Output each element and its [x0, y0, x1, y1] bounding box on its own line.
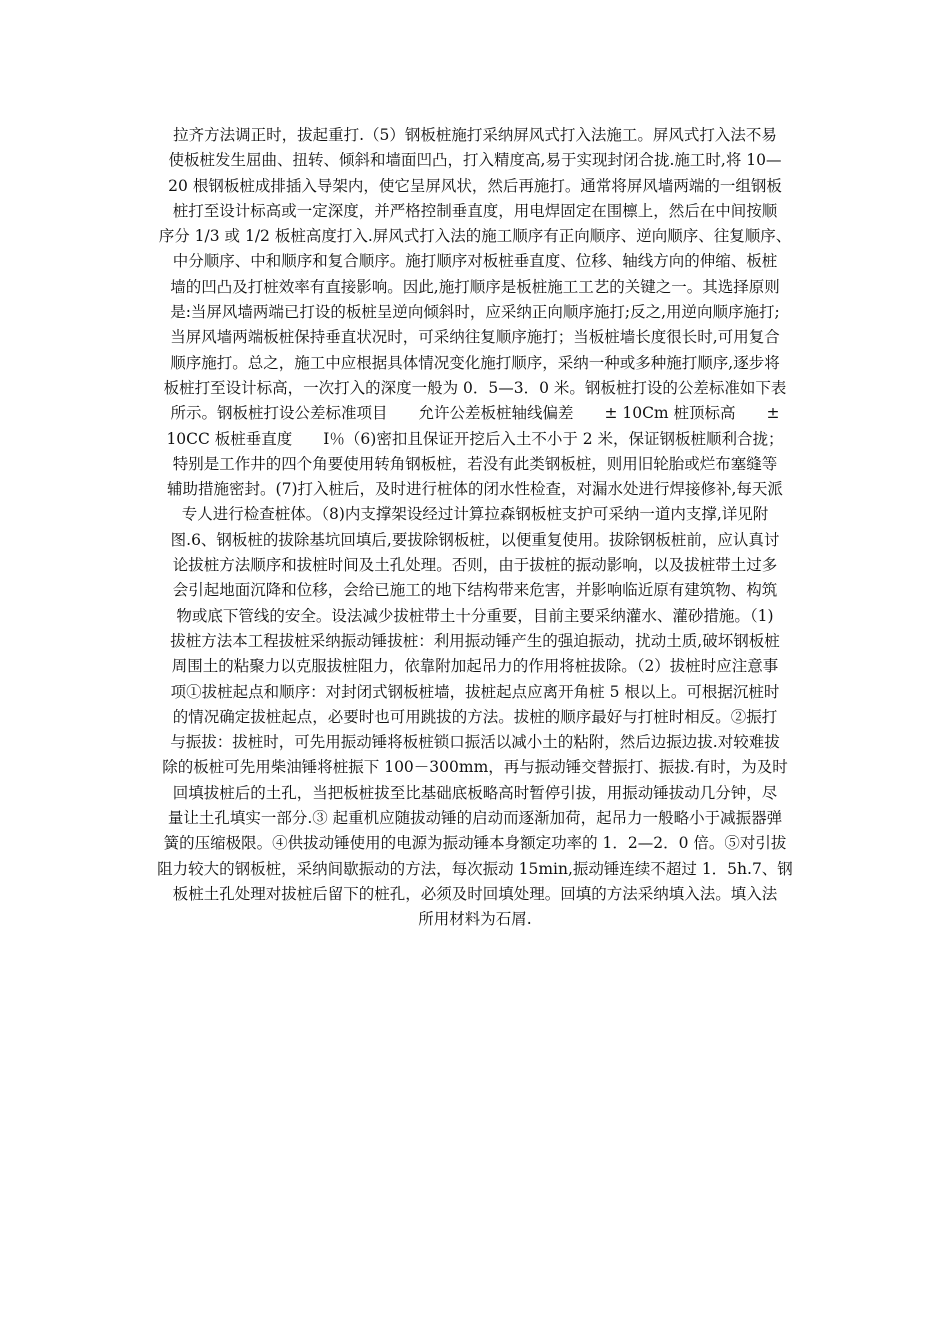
text-line: 当屏风墙两端板桩保持垂直状况时，可采纳往复顺序施打；当板桩墙长度很长时,可用复合 — [170, 328, 780, 347]
text-line: 特别是工作井的四个角要使用转角钢板桩，若没有此类钢板桩，则用旧轮胎或烂布塞缝等 — [172, 454, 778, 473]
text-line: 拔桩方法本工程拔桩采纳振动锤拔桩：利用振动锤产生的强迫振动，扰动土质,破坏钢板桩 — [170, 631, 780, 650]
text-line: 与振拔：拔桩时，可先用振动锤将板桩锁口振活以减小土的粘附，然后边振边拔.对较难拔 — [170, 733, 780, 752]
text-line: 阻力较大的钢板桩，采纳间歇振动的方法，每次振动 15min,振动锤连续不超过 1．5h.7、钢 — [157, 859, 793, 878]
text-line: 拉齐方法调正时，拔起重打.（5）钢板桩施打采纳屏风式打入法施工。屏风式打入法不易 — [173, 126, 777, 144]
text-line: 板桩打至设计标高，一次打入的深度一般为 0．5—3．0 米。钢板桩打设的公差标准如下表 — [163, 378, 787, 397]
text-line: 所用材料为石屑. — [418, 910, 532, 929]
text-line: 论拔桩方法顺序和拔桩时间及土孔处理。否则，由于拔桩的振动影响，以及拔桩带土过多 — [172, 556, 778, 575]
text-line: 周围土的粘聚力以克服拔桩阻力，依靠附加起吊力的作用将桩拔除。（2）拔桩时应注意事 — [171, 657, 779, 676]
text-line: 除的板桩可先用柴油锤将桩振下 100－300mm，再与振动锤交替振打、振拔.有时，为及时 — [162, 758, 788, 777]
text-line: 量让土孔填实一部分.③ 起重机应随拔动锤的启动而逐渐加荷，起吊力一般略小于减振器弹 — [167, 809, 783, 828]
text-line: 序分 1/3 或 1/2 板桩高度打入.屏风式打入法的施工顺序有正向顺序、逆向顺序、往复顺序、 — [158, 227, 792, 246]
text-line: 专人进行检查桩体。（8)内支撑架设经过计算拉森钢板桩支护可采纳一道内支撑,详见附 — [181, 505, 769, 524]
text-line: 辅助措施密封。(7)打入桩后，及时进行桩体的闭水性检查，对漏水处进行焊接修补,每天派 — [167, 480, 783, 499]
text-line: 墙的凹凸及打桩效率有直接影响。因此,施打顺序是板桩施工工艺的关键之一。其选择原则 — [170, 277, 780, 296]
text-line: 所示。钢板桩打设公差标准项目 允许公差板桩轴线偏差 ± 10Cm 桩顶标高 ± — [170, 404, 780, 423]
text-line: 使板桩发生屈曲、扭转、倾斜和墙面凹凸，打入精度高,易于实现封闭合拢.施工时,将 10— — [168, 151, 782, 170]
text-line: 图.6、钢板桩的拔除基坑回填后,要拔除钢板桩，以便重复使用。拔除钢板桩前，应认真讨 — [170, 530, 780, 549]
text-line: 顺序施打。总之，施工中应根据具体情况变化施打顺序，采纳一种或多种施打顺序,逐步将 — [170, 353, 780, 372]
text-line: 10CC 板桩垂直度 I％（6)密扣且保证开挖后入土不小于 2 米，保证钢板桩顺利合拢； — [166, 429, 784, 448]
body-text — [138, 123, 812, 933]
text-line: 会引起地面沉降和位移，会给已施工的地下结构带来危害，并影响临近原有建筑物、构筑 — [172, 581, 778, 600]
text-line: 板桩土孔处理对拔桩后留下的桩孔，必须及时回填处理。回填的方法采纳填入法。填入法 — [172, 884, 778, 903]
text-line: 项①拔桩起点和顺序：对封闭式钢板桩墙，拔桩起点应离开角桩 5 根以上。可根据沉桩时 — [170, 682, 780, 701]
text-line: 的情况确定拔桩起点，必要时也可用跳拔的方法。拔桩的顺序最好与打桩时相反。②振打 — [172, 707, 778, 726]
text-line: 回填拔桩后的土孔，当把板桩拔至比基础底板略高时暂停引拔，用振动锤拔动几分钟，尽 — [172, 783, 778, 802]
text-line: 20 根钢板桩成排插入导架内，使它呈屏风状，然后再施打。通常将屏风墙两端的一组钢板 — [168, 176, 782, 195]
text-line: 是:当屏风墙两端已打设的板桩呈逆向倾斜时，应采纳正向顺序施打;反之,用逆向顺序施打; — [170, 303, 780, 322]
text-line: 桩打至设计标高或一定深度，并严格控制垂直度，用电焊固定在围檩上，然后在中间按顺 — [172, 201, 778, 220]
text-line: 物或底下管线的安全。设法减少拔桩带土十分重要，目前主要采纳灌水、灌砂措施。（1) — [176, 606, 774, 625]
text-line: 簧的压缩极限。④供拔动锤使用的电源为振动锤本身额定功率的 1．2—2．0 倍。⑤对引拔 — [163, 834, 787, 853]
text-line: 中分顺序、中和顺序和复合顺序。施打顺序对板桩垂直度、位移、轴线方向的伸缩、板桩 — [172, 252, 778, 271]
